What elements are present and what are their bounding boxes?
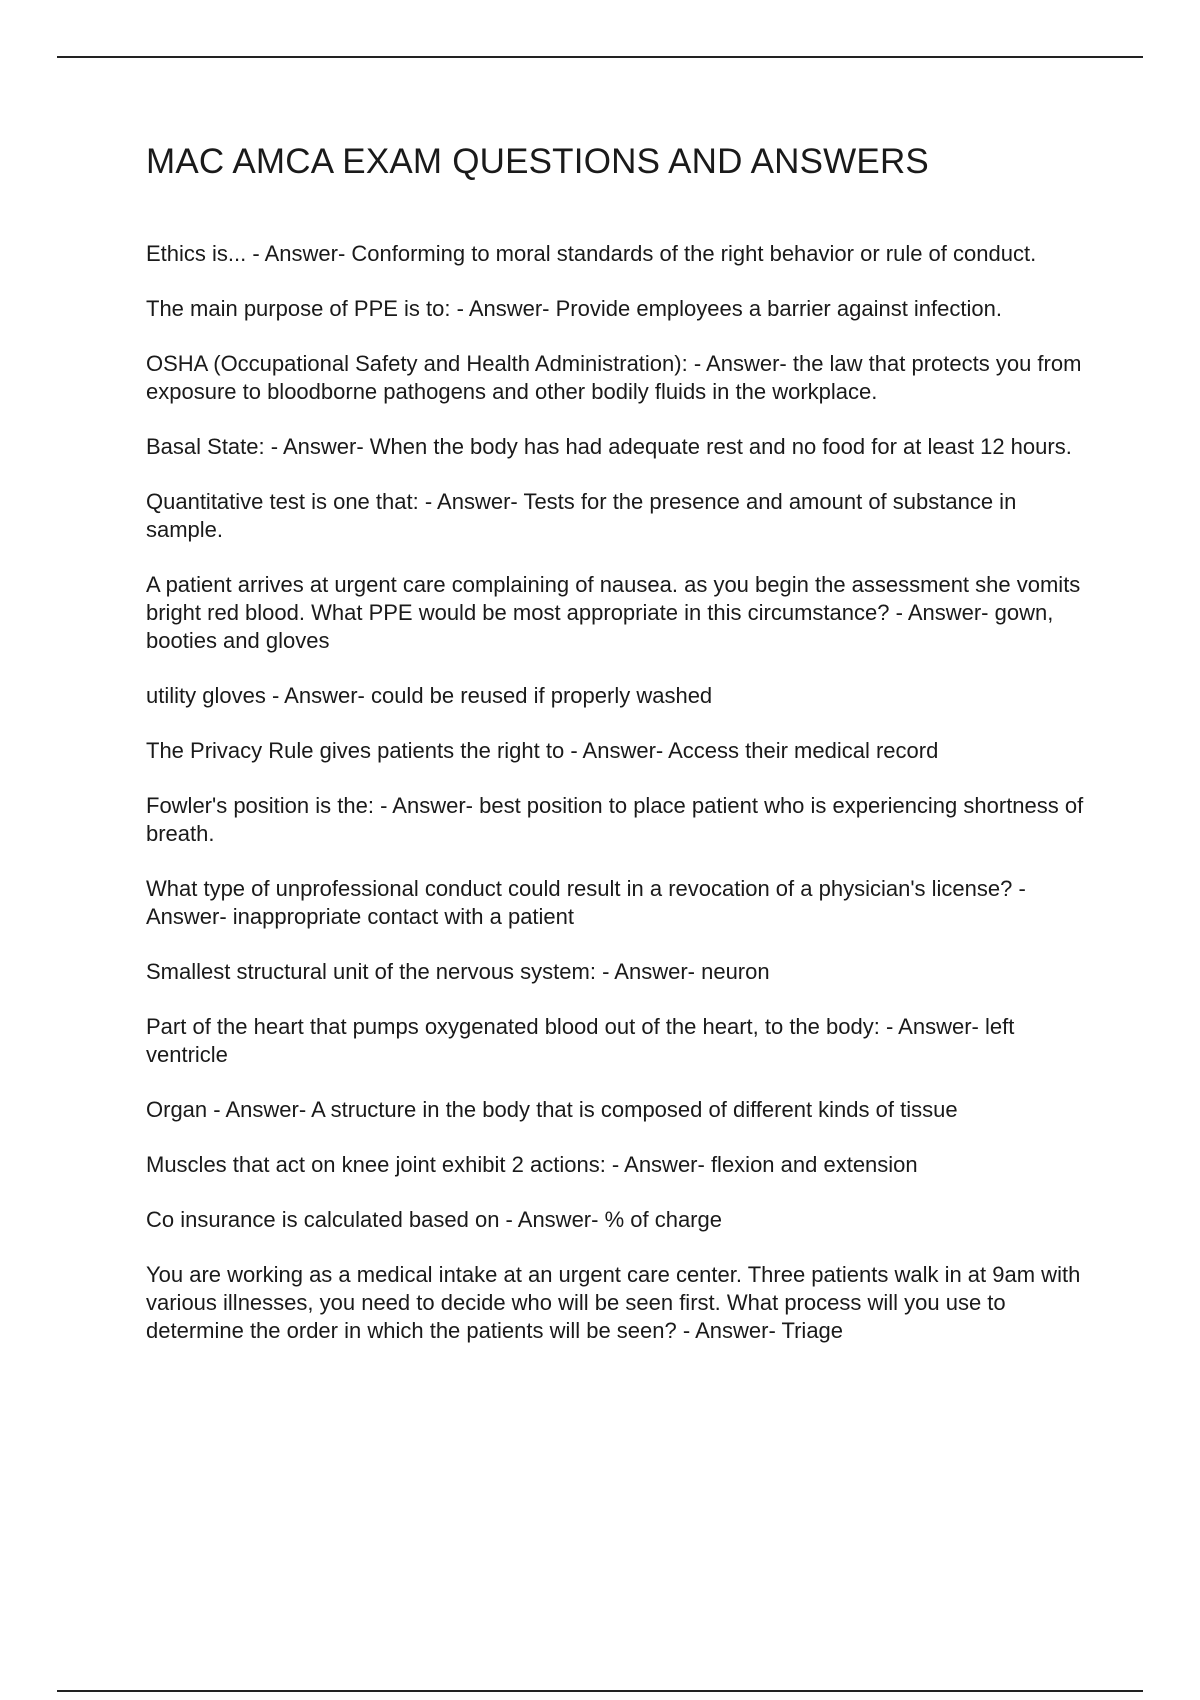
qa-item: Basal State: - Answer- When the body has had adequate rest and no food for at least 12 hours.	[146, 434, 1072, 459]
qa-item: Ethics is... - Answer- Conforming to moral standards of the right behavior or rule of conduct.	[146, 241, 1037, 266]
qa-item: Fowler's position is the: - Answer- best position to place patient who is experiencing shortness of breath.	[146, 793, 1084, 846]
qa-item: utility gloves - Answer- could be reused if properly washed	[146, 683, 713, 708]
qa-item: Muscles that act on knee joint exhibit 2 actions: - Answer- flexion and extension	[146, 1152, 918, 1177]
header-rule	[57, 56, 1143, 58]
qa-item: Smallest structural unit of the nervous system: - Answer- neuron	[146, 959, 770, 984]
qa-item: A patient arrives at urgent care complaining of nausea. as you begin the assessment she vomits bright red blood. What PPE would be most appropriate in this circumstance? - Answer- gown, booties and gloves	[146, 572, 1081, 653]
qa-item: You are working as a medical intake at an urgent care center. Three patients walk in at 9am with various illnesses, you need to decide who will be seen first. What process will you use to determine the order in which the patients will be seen? - Answer- Triage	[146, 1262, 1081, 1343]
qa-item: Co insurance is calculated based on - Answer- % of charge	[146, 1207, 722, 1232]
qa-item: What type of unprofessional conduct could result in a revocation of a physician's license? - Answer- inappropriate contact with a patient	[146, 876, 1026, 929]
qa-item: Quantitative test is one that: - Answer- Tests for the presence and amount of substance in sample.	[146, 489, 1017, 542]
qa-list	[146, 240, 1096, 1372]
qa-item: OSHA (Occupational Safety and Health Administration): - Answer- the law that protects you from exposure to bloodborne pathogens and other bodily fluids in the workplace.	[146, 351, 1082, 404]
qa-item: Organ - Answer- A structure in the body that is composed of different kinds of tissue	[146, 1097, 958, 1122]
document-title: MAC AMCA EXAM QUESTIONS AND ANSWERS	[146, 142, 929, 181]
qa-item: The Privacy Rule gives patients the right to - Answer- Access their medical record	[146, 738, 939, 763]
qa-item: The main purpose of PPE is to: - Answer- Provide employees a barrier against infection.	[146, 296, 1002, 321]
footer-rule	[57, 1690, 1143, 1692]
qa-item: Part of the heart that pumps oxygenated blood out of the heart, to the body: - Answer- left ventricle	[146, 1014, 1015, 1067]
